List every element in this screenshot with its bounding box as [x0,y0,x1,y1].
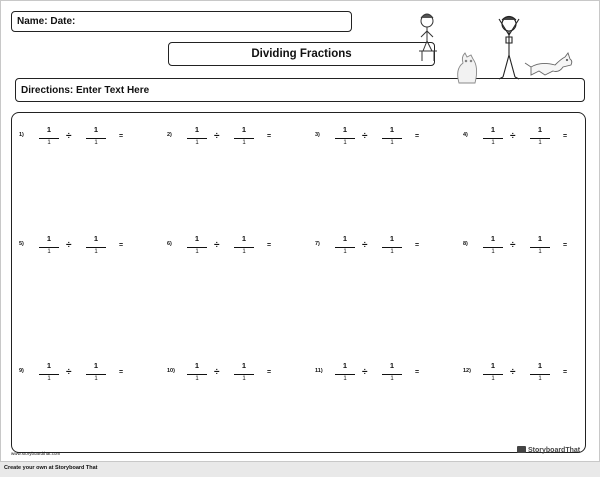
fraction-bar [39,138,59,139]
problem-item [315,353,435,393]
problem-item [463,226,583,266]
numerator: 1 [194,234,200,243]
fraction-bar [39,374,59,375]
division-sign: ÷ [66,367,72,378]
equals-sign: = [119,369,124,376]
girl-on-stool-icon [419,14,437,61]
fraction-bar [483,138,503,139]
problem-item [167,353,287,393]
fraction-bar [39,247,59,248]
problem-number: 10) [167,368,175,374]
denominator: 1 [242,140,246,146]
fraction-bar [335,247,355,248]
denominator: 1 [538,249,542,255]
numerator: 1 [241,234,247,243]
numerator: 1 [389,361,395,370]
title-box[interactable] [168,42,435,66]
denominator: 1 [94,376,98,382]
denominator: 1 [94,249,98,255]
numerator: 1 [241,361,247,370]
division-sign: ÷ [362,240,368,251]
fraction-bar [234,138,254,139]
problem-number: 5) [19,241,24,247]
fraction-bar [382,374,402,375]
division-sign: ÷ [214,240,220,251]
fraction-bar [86,247,106,248]
problem-item [19,353,139,393]
denominator: 1 [242,376,246,382]
division-sign: ÷ [66,131,72,142]
division-sign: ÷ [214,131,220,142]
footer-url: www.storyboardthat.com [11,451,61,456]
fraction-bar [187,138,207,139]
fraction-bar [234,247,254,248]
fraction-bar [382,247,402,248]
fraction-bar [335,374,355,375]
equals-sign: = [415,133,420,140]
problem-item [167,226,287,266]
fraction-bar [187,374,207,375]
clipart-illustrations [413,9,583,85]
denominator: 1 [47,249,51,255]
problem-item [463,117,583,157]
equals-sign: = [267,369,272,376]
denominator: 1 [195,140,199,146]
logo-text: StoryboardThat [528,447,581,454]
fraction-bar [530,374,550,375]
numerator: 1 [241,125,247,134]
division-sign: ÷ [510,240,516,251]
logo-mark-icon [517,446,526,453]
equals-sign: = [563,369,568,376]
division-sign: ÷ [510,131,516,142]
numerator: 1 [194,125,200,134]
worksheet-title: Dividing Fractions [251,48,352,60]
problem-number: 2) [167,132,172,138]
fraction-bar [530,138,550,139]
numerator: 1 [194,361,200,370]
numerator: 1 [342,361,348,370]
cheering-person-icon [499,17,519,80]
fraction-bar [86,374,106,375]
problem-number: 7) [315,241,320,247]
denominator: 1 [47,376,51,382]
problem-number: 3) [315,132,320,138]
equals-sign: = [563,242,568,249]
numerator: 1 [537,234,543,243]
denominator: 1 [538,376,542,382]
numerator: 1 [46,125,52,134]
name-date-label: Name: Date: [17,16,76,27]
numerator: 1 [389,234,395,243]
numerator: 1 [389,125,395,134]
division-sign: ÷ [66,240,72,251]
denominator: 1 [195,376,199,382]
fraction-bar [187,247,207,248]
denominator: 1 [491,140,495,146]
numerator: 1 [490,361,496,370]
cat-icon [458,53,477,83]
denominator: 1 [94,140,98,146]
numerator: 1 [490,234,496,243]
numerator: 1 [342,234,348,243]
denominator: 1 [343,140,347,146]
problem-number: 8) [463,241,468,247]
fraction-bar [234,374,254,375]
fraction-bar [382,138,402,139]
division-sign: ÷ [510,367,516,378]
name-date-field[interactable] [11,11,352,32]
running-dog-icon [525,53,572,75]
equals-sign: = [415,369,420,376]
directions-text: Directions: Enter Text Here [21,85,150,96]
numerator: 1 [537,361,543,370]
numerator: 1 [537,125,543,134]
problem-item [315,226,435,266]
numerator: 1 [46,361,52,370]
equals-sign: = [563,133,568,140]
division-sign: ÷ [214,367,220,378]
equals-sign: = [267,133,272,140]
denominator: 1 [343,249,347,255]
numerator: 1 [93,234,99,243]
problem-number: 4) [463,132,468,138]
numerator: 1 [490,125,496,134]
problem-number: 6) [167,241,172,247]
problem-number: 12) [463,368,471,374]
denominator: 1 [195,249,199,255]
problem-number: 11) [315,368,323,374]
denominator: 1 [390,376,394,382]
denominator: 1 [47,140,51,146]
denominator: 1 [491,249,495,255]
fraction-bar [530,247,550,248]
denominator: 1 [390,249,394,255]
equals-sign: = [119,133,124,140]
denominator: 1 [390,140,394,146]
numerator: 1 [342,125,348,134]
denominator: 1 [491,376,495,382]
equals-sign: = [119,242,124,249]
division-sign: ÷ [362,367,368,378]
fraction-bar [335,138,355,139]
fraction-bar [86,138,106,139]
problem-item [167,117,287,157]
equals-sign: = [267,242,272,249]
division-sign: ÷ [362,131,368,142]
problem-item [19,117,139,157]
numerator: 1 [46,234,52,243]
fraction-bar [483,374,503,375]
denominator: 1 [538,140,542,146]
storyboardthat-logo [517,446,580,454]
numerator: 1 [93,125,99,134]
denominator: 1 [343,376,347,382]
denominator: 1 [242,249,246,255]
problem-number: 1) [19,132,24,138]
create-your-own-text[interactable]: Create your own at Storyboard That [4,465,98,471]
fraction-bar [483,247,503,248]
numerator: 1 [93,361,99,370]
problem-item [19,226,139,266]
problem-item [463,353,583,393]
equals-sign: = [415,242,420,249]
problems-area [11,112,586,453]
problem-number: 9) [19,368,24,374]
problem-item [315,117,435,157]
